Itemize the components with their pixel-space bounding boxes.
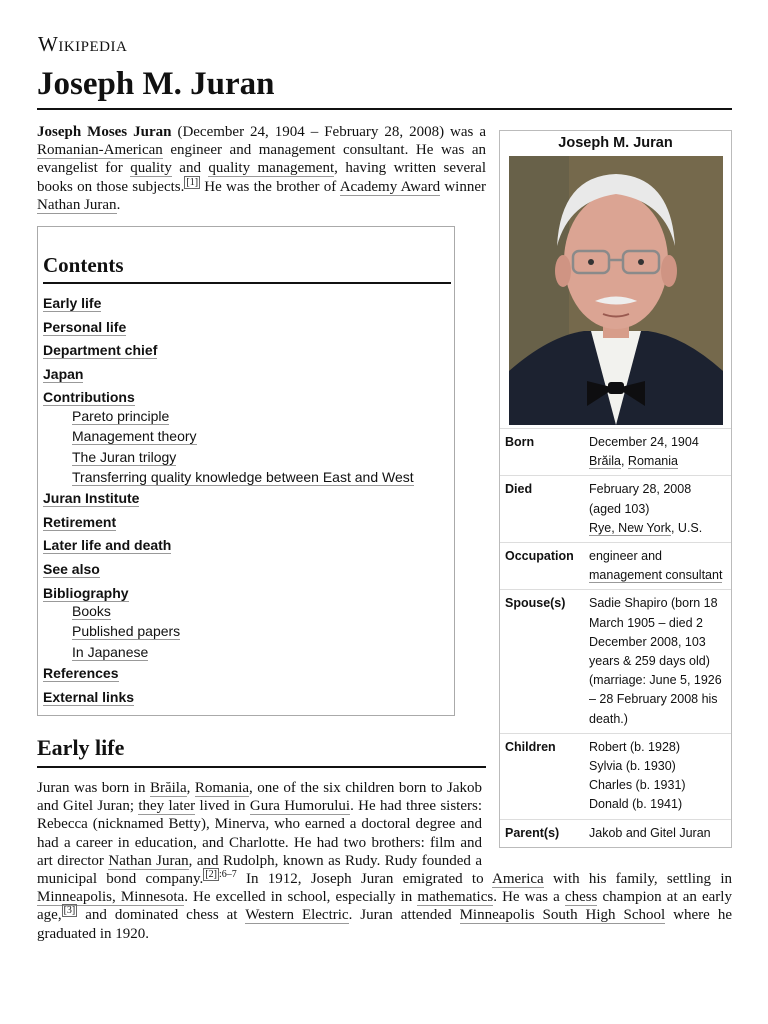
child-name: Robert (b. 1928) <box>589 739 681 754</box>
body-text: lived in <box>195 798 250 815</box>
died-date: February 28, 2008 <box>589 482 692 497</box>
child-name: Sylvia (b. 1930) <box>589 759 676 774</box>
section-divider <box>37 766 486 768</box>
link-management-consultant[interactable]: management consultant <box>589 568 723 583</box>
body-text: . He excelled in school, especially in <box>184 889 418 906</box>
toc-item-later-life[interactable]: Later life and death <box>43 537 172 554</box>
infobox-row-children <box>500 733 731 819</box>
infobox-value: Sadie Shapiro (born 18 March 1905 – died 2 December 2008, 103 years & 259 days old) (marriage: June 5, 1926 – 28 February 2008 his death.) <box>589 596 722 726</box>
toc-item-published-papers[interactable]: Published papers <box>72 623 181 640</box>
infobox-row-born <box>500 429 731 476</box>
intro-text: , having written several books on those subjects. <box>37 160 486 195</box>
intro-text: (December 24, 1904 – February 28, 2008) was a <box>171 124 487 140</box>
intro-text: engineer and management consultant. He was an evangelist for <box>37 142 486 177</box>
infobox-value <box>586 476 731 543</box>
reference-1[interactable]: [1] <box>186 176 199 188</box>
toc-item-contributions[interactable]: Contributions <box>43 389 135 406</box>
link-western-electric[interactable]: Western Electric <box>245 907 349 924</box>
toc-item-bibliography[interactable]: Bibliography <box>43 584 129 601</box>
separator: , <box>620 454 628 469</box>
toc-item-retirement[interactable]: Retirement <box>43 513 117 530</box>
reference-2-pages: :6–7 <box>218 869 237 881</box>
portrait-illustration <box>509 156 723 425</box>
link-romanian-american[interactable]: Romanian-American <box>37 142 163 159</box>
infobox-row-spouse <box>500 590 731 733</box>
infobox-label: Died <box>505 482 533 497</box>
toc-item-pareto-principle[interactable]: Pareto principle <box>72 407 170 424</box>
infobox-label: Occupation <box>505 549 574 564</box>
link-minneapolis[interactable]: Minneapolis, Minnesota <box>37 889 185 906</box>
toc-title: Contents <box>43 253 124 277</box>
link-nathan-juran[interactable]: Nathan Juran <box>37 196 117 213</box>
body-text: , one of the six children born to Jakob and Gitel Juran; <box>37 780 482 815</box>
toc-item-personal-life[interactable]: Personal life <box>43 318 127 335</box>
toc-divider <box>43 282 451 284</box>
link-they-later[interactable]: they later <box>138 798 196 815</box>
infobox-label: Parent(s) <box>505 825 560 840</box>
table-of-contents <box>37 226 455 716</box>
link-braila[interactable]: Brăila <box>149 780 187 796</box>
link-quality-management[interactable]: quality management <box>208 160 335 177</box>
link-academy-award[interactable]: Academy Award <box>339 178 441 195</box>
toc-item-in-japanese[interactable]: In Japanese <box>72 643 149 660</box>
reference-3[interactable]: [3] <box>63 905 76 917</box>
body-text: with his family, settling in <box>543 871 732 888</box>
link-gura-humorului[interactable]: Gura Humorului <box>249 798 351 815</box>
body-text: , <box>186 780 195 796</box>
infobox-table <box>500 428 731 847</box>
link-quality[interactable]: quality <box>130 160 172 177</box>
infobox-row-died <box>500 476 731 543</box>
link-chess[interactable]: chess <box>564 889 598 906</box>
toc-item-transferring-quality[interactable]: Transferring quality knowledge between East and West <box>72 468 414 485</box>
body-text: and dominated chess at <box>77 907 246 924</box>
reference-2[interactable]: [2] <box>205 869 217 881</box>
intro-text: winner <box>440 178 486 195</box>
toc-item-management-theory[interactable]: Management theory <box>72 428 197 445</box>
intro-text: He was the brother of <box>200 178 340 195</box>
infobox <box>499 130 732 848</box>
body-text: . Juran attended <box>348 907 460 924</box>
section-heading-early-life: Early life <box>37 735 125 760</box>
died-age: (aged 103) <box>589 501 650 516</box>
title-divider <box>37 108 732 110</box>
infobox-value <box>586 543 731 590</box>
infobox-title: Joseph M. Juran <box>558 135 673 151</box>
link-born-city[interactable]: Brăila <box>589 454 621 469</box>
infobox-value <box>586 429 731 476</box>
portrait-photo[interactable] <box>509 156 723 425</box>
body-text: . He was a <box>493 889 565 906</box>
link-mathematics[interactable]: mathematics <box>417 889 494 906</box>
link-america[interactable]: America <box>492 871 544 888</box>
toc-item-books[interactable]: Books <box>72 603 111 620</box>
link-born-country[interactable]: Romania <box>627 454 678 469</box>
link-minneapolis-south-high[interactable]: Minneapolis South High School <box>459 907 666 924</box>
link-died-city[interactable]: Rye, New York <box>589 520 671 535</box>
toc-item-external-links[interactable]: External links <box>43 688 135 705</box>
toc-item-juran-trilogy[interactable]: The Juran trilogy <box>72 448 177 465</box>
toc-item-juran-institute[interactable]: Juran Institute <box>43 490 140 507</box>
wikipedia-logo[interactable]: Wikipedia <box>38 32 128 56</box>
child-name: Donald (b. 1941) <box>589 797 683 812</box>
infobox-label: Born <box>505 435 535 449</box>
body-text: In 1912, Joseph Juran emigrated to <box>236 871 493 888</box>
infobox-row-parents <box>500 819 731 847</box>
link-nathan-juran[interactable]: Nathan Juran <box>108 852 189 869</box>
born-date: December 24, 1904 <box>589 435 699 449</box>
body-text: . He had three sisters: Rebecca (nicknamed Betty), Minerva, who earned a doctoral degree and had a career in education, and Charlotte. He had two brothers: film and art director <box>37 798 482 869</box>
toc-item-department-chief[interactable]: Department chief <box>43 342 158 359</box>
intro-paragraph <box>37 123 486 214</box>
infobox-value: Jakob and Gitel Juran <box>589 825 711 840</box>
infobox-value <box>586 733 731 819</box>
page-title: Joseph M. Juran <box>37 66 275 102</box>
infobox-row-occupation <box>500 543 731 590</box>
child-name: Charles (b. 1931) <box>589 778 686 793</box>
link-romania[interactable]: Romania <box>194 780 250 796</box>
infobox-label: Children <box>505 739 556 754</box>
body-text: , and Rudolph, known as Rudy. Rudy founded a municipal bond company. <box>37 852 482 888</box>
infobox-label: Spouse(s) <box>505 596 566 611</box>
toc-item-early-life[interactable]: Early life <box>43 295 102 311</box>
occupation-text: engineer and <box>589 549 662 564</box>
body-text: champion at an early age, <box>37 889 732 924</box>
toc-item-references[interactable]: References <box>43 665 119 682</box>
toc-item-see-also[interactable]: See also <box>43 560 100 577</box>
intro-text: and <box>171 160 209 177</box>
subject-name: Joseph Moses Juran <box>37 124 172 140</box>
body-text: Juran was born in <box>37 780 150 796</box>
intro-text: . <box>116 196 121 213</box>
toc-item-japan[interactable]: Japan <box>43 365 84 382</box>
body-text: where he graduated in 1920. <box>37 907 732 942</box>
died-country: , U.S. <box>670 520 703 535</box>
